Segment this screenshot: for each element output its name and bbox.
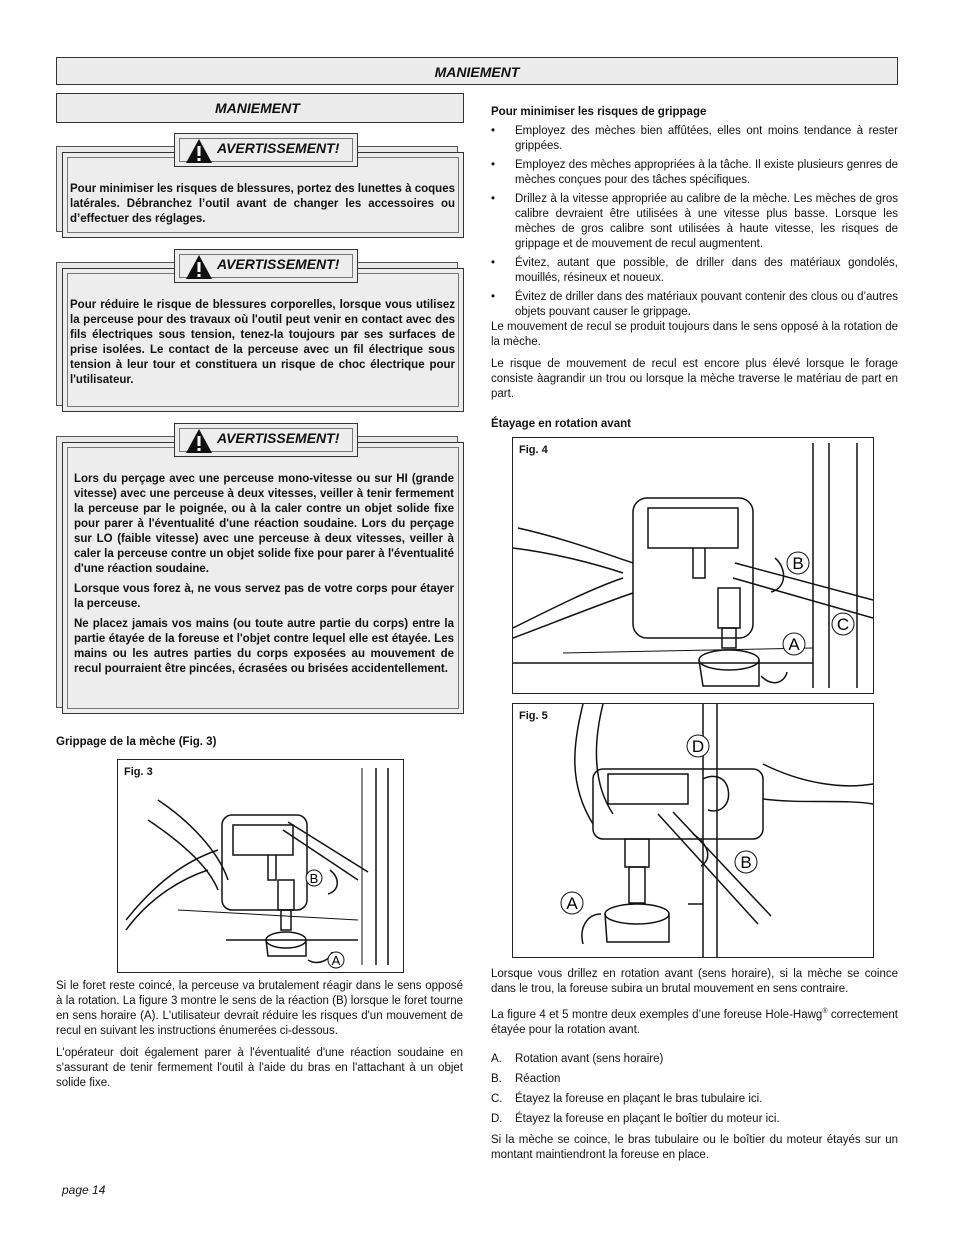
paragraph: Le mouvement de recul se produit toujours dans le sens opposé à la rotation de la mèche. — [491, 321, 898, 348]
figure-4 — [512, 437, 874, 694]
section-title-bar — [56, 93, 464, 123]
callout-c: C — [836, 615, 850, 634]
support-heading: Étayage en rotation avant — [491, 418, 631, 430]
page-header-title: MANIEMENT — [434, 64, 520, 80]
warning-icon — [185, 137, 213, 165]
page-header-bar — [56, 57, 898, 85]
warning-text: Lorsque vous forez à, ne vous servez pas de votre corps pour étayer la perceuse. — [74, 583, 454, 610]
warning-icon — [185, 253, 213, 281]
paragraph: Lorsque vous drillez en rotation avant (sens horaire), si la mèche se coince dans le trou, la foreuse subira un brutal mouvement en sens contraire. — [491, 968, 898, 995]
callout-a: A — [788, 635, 800, 654]
list-item: • Évitez, autant que possible, de driller dans des matériaux gondolés, mouillés, résineux et noueux. — [491, 257, 898, 284]
warning-icon — [185, 427, 213, 455]
warning-box-2 — [56, 256, 458, 406]
list-item: • Employez des mèches bien affûtées, elles ont moins tendance à rester grippées. — [491, 125, 898, 152]
warning-text: Pour minimiser les risques de blessures, portez des lunettes à coques latérales. Débranchez l’outil avant de changer les accessoires ou d’effectuer des réglages. — [70, 183, 455, 225]
figure-label: Fig. 5 — [519, 710, 548, 722]
risk-bullet-list — [491, 124, 898, 324]
figure-5 — [512, 703, 874, 958]
list-item: B. Réaction — [491, 1073, 561, 1085]
warning-text: Lors du perçage avec une perceuse mono-vitesse ou sur HI (grande vitesse) avec une perceuse à deux vitesses, veiller à tenir fermement la perceuse par le poignée, ou à la caler contre un objet solide fixe pour parer à l'éventualité d'une réaction soudaine. Lors du perçage sur LO (faible vitesse) avec une perceuse à deux vitesses, veiller à caler la perceuse contre un objet solide fixe pour parer à l'éventualité d'une réaction soudaine. — [74, 473, 454, 575]
warning-text: Ne placez jamais vos mains (ou toute autre partie du corps) entre la partie étayée de la foreuse et l'objet contre lequel elle est étayée. Les mains ou les autres parties du corps exposées au mouvement de recul pourraient être pincées, écrasées ou brisées accidentellement. — [74, 618, 454, 675]
warning-text: Pour réduire le risque de blessures corporelles, lorsque vous utilisez la perceuse pour des travaux où l'outil peut venir en contact avec des fils électriques sous tension, tenez-la toujours par ses surfaces de prise isolées. Le contact de la perceuse avec un fil électrique sous tension à leur tour et constituera un risque de choc électrique pour l'utilisateur. — [70, 299, 455, 386]
callout-b: B — [740, 853, 752, 872]
paragraph: Si le foret reste coincé, la perceuse va brutalement réagir dans le sens opposé à la rotation. La figure 3 montre le sens de la réaction (B) lorsque le foret tourne en sens horaire (A). L'utilisateur devrait réduire les risques d'un mouvement de recul en suivant les instructions énumerées ci-dessous. — [56, 980, 463, 1037]
list-item: A. Rotation avant (sens horaire) — [491, 1053, 664, 1065]
warning-label: AVERTISSEMENT! — [217, 140, 340, 156]
figure-label: Fig. 4 — [519, 444, 548, 456]
paragraph: L'opérateur doit également parer à l'éventualité d'une réaction soudaine en s'assurant de tenir fermement l'outil à l'aide du bras en l'attachant à un objet solide fixe. — [56, 1047, 463, 1089]
callout-d: D — [691, 737, 705, 756]
warning-tab-2 — [174, 249, 358, 283]
callout-b: B — [309, 871, 319, 886]
list-item: • Employez des mèches appropriées à la tâche. Il existe plusieurs genres de mèches conçues pour des tâches spécifiques. — [491, 159, 898, 186]
warning-box-3 — [56, 430, 458, 708]
section-title: MANIEMENT — [215, 100, 300, 116]
grip-heading: Grippage de la mèche (Fig. 3) — [56, 736, 217, 748]
drill-illustration — [513, 704, 873, 957]
paragraph: Le risque de mouvement de recul est encore plus élevé lorsque le forage consiste àagrandir un trou ou lorsque la mèche traverse le matériau de part en part. — [491, 358, 898, 400]
warning-tab-1 — [174, 133, 358, 167]
callout-a: A — [331, 953, 341, 968]
list-item: C. Étayez la foreuse en plaçant le bras tubulaire ici. — [491, 1093, 763, 1105]
drill-illustration — [513, 438, 873, 693]
drill-illustration — [118, 760, 403, 972]
list-item: • Drillez à la vitesse appropriée au calibre de la mèche. Les mèches de gros calibre devraient être utilisées à une vitesse plus basse. Lorsque les mèches de gros calibre sont utilisées à haute vitesse, les risques de grippage et de mouvement de recul augmentent. — [491, 193, 898, 250]
warning-box-1 — [56, 140, 458, 232]
page-number: page 14 — [62, 1183, 106, 1197]
paragraph-fig-reference: La figure 4 et 5 montre deux exemples d’une foreuse Hole-Hawg® correctement étayée pour la rotation avant. — [491, 1008, 898, 1036]
figure-label: Fig. 3 — [124, 766, 153, 778]
paragraph: Si la mèche se coince, le bras tubulaire ou le boîtier du moteur étayés sur un montant maintiendront la foreuse en place. — [491, 1134, 898, 1161]
warning-label: AVERTISSEMENT! — [217, 256, 340, 272]
risk-heading: Pour minimiser les risques de grippage — [491, 106, 707, 118]
list-item: D. Étayez la foreuse en plaçant le boîtier du moteur ici. — [491, 1113, 780, 1125]
callout-a: A — [566, 894, 578, 913]
legend-list — [491, 1052, 898, 1132]
warning-tab-3 — [174, 423, 358, 457]
warning-label: AVERTISSEMENT! — [217, 430, 340, 446]
callout-b: B — [792, 554, 804, 573]
list-item: • Évitez de driller dans des matériaux pouvant contenir des clous ou d’autres objets pouvant causer le grippage. — [491, 291, 898, 318]
figure-3 — [117, 759, 404, 973]
